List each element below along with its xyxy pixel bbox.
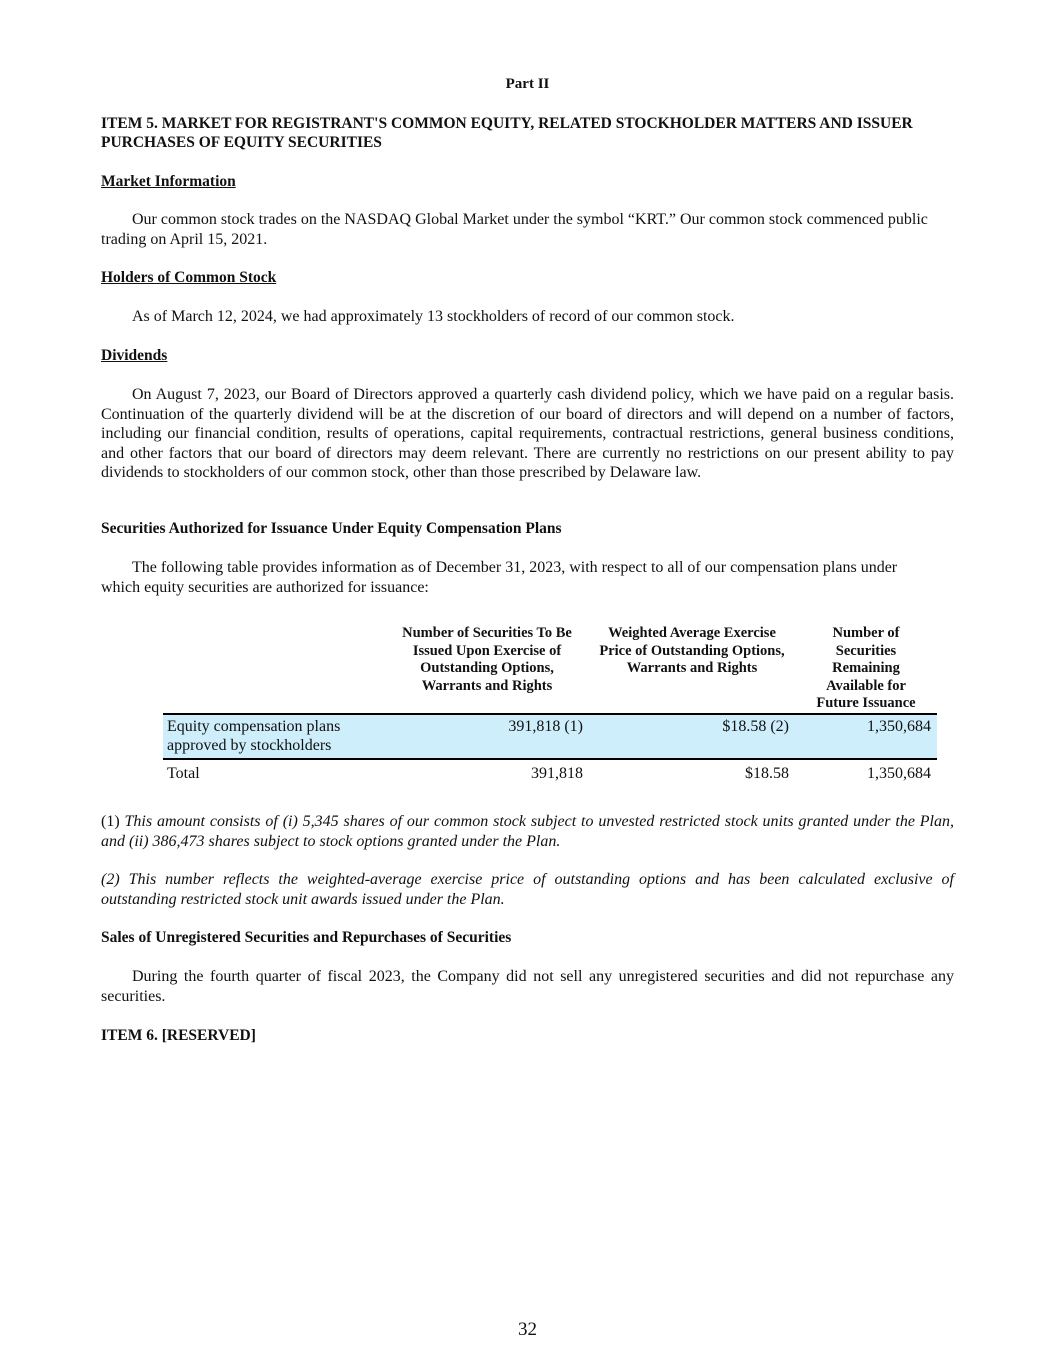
item5-title: ITEM 5. MARKET FOR REGISTRANT'S COMMON EQUITY, RELATED STOCKHOLDER MATTERS AND ISSUER PURCHASES OF EQUITY SECURITIES xyxy=(101,115,913,151)
table-header-weighted-average-price: Weighted Average Exercise Price of Outstanding Options, Warrants and Rights xyxy=(599,625,785,676)
equity-compensation-table xyxy=(163,625,937,785)
footnote-1-marker: (1) xyxy=(101,813,125,830)
sales-heading: Sales of Unregistered Securities and Repurchases of Securities xyxy=(101,929,512,946)
table-cell-total-weighted-average-price: $18.58 xyxy=(745,764,789,782)
table-cell-total-securities-to-be-issued: 391,818 xyxy=(531,764,583,782)
table-cell-securities-to-be-issued: 391,818 (1) xyxy=(385,714,589,759)
footnote-1-text: This amount consists of (i) 5,345 shares of our common stock subject to unvested restricted stock units granted under the Plan, and (ii) 386,473 shares subject to stock options granted under the Plan. xyxy=(101,813,955,850)
table-cell-total-securities-remaining: 1,350,684 xyxy=(867,764,931,782)
table-cell-weighted-average-price: $18.58 (2) xyxy=(589,714,795,759)
table-header-row xyxy=(163,625,937,714)
item6-title: ITEM 6. [RESERVED] xyxy=(101,1027,256,1044)
footnote-1 xyxy=(101,812,954,851)
table-row-total xyxy=(163,759,937,786)
securities-text: The following table provides information as of December 31, 2023, with respect to all of our compensation plans under which equity securities are authorized for issuance: xyxy=(101,559,898,596)
market-information-text: Our common stock trades on the NASDAQ Global Market under the symbol “KRT.” Our common stock commenced public trading on April 15, 2021. xyxy=(101,211,928,248)
table-cell-securities-remaining: 1,350,684 xyxy=(795,714,937,759)
page-number: 32 xyxy=(518,1319,537,1340)
sales-text: During the fourth quarter of fiscal 2023, the Company did not sell any unregistered securities and did not repurchase any securities. xyxy=(101,968,954,1005)
table-cell-total-label: Total xyxy=(167,764,200,782)
table-cell-plan-category: Equity compensation plans approved by stockholders xyxy=(163,714,385,759)
table-header-securities-remaining: Number of Securities Remaining Available for Future Issuance xyxy=(816,625,916,711)
holders-heading: Holders of Common Stock xyxy=(101,269,277,286)
part-heading: Part II xyxy=(505,76,550,92)
dividends-text: On August 7, 2023, our Board of Directors approved a quarterly cash dividend policy, which we have paid on a regular basis. Continuation of the quarterly dividend will be at the discretion of our board of directors and will depend on a number of factors, including our financial condition, results of operations, capital requirements, contractual restrictions, general business conditions, and other factors that our board of directors may deem relevant. There are currently no restrictions on our present ability to pay dividends to stockholders of our common stock, other than those prescribed by Delaware law. xyxy=(101,386,954,481)
market-information-heading: Market Information xyxy=(101,173,236,190)
holders-text: As of March 12, 2024, we had approximately 13 stockholders of record of our common stock. xyxy=(132,308,735,325)
dividends-heading: Dividends xyxy=(101,347,168,364)
table-header-blank xyxy=(163,625,385,714)
table-header-securities-to-be-issued: Number of Securities To Be Issued Upon Exercise of Outstanding Options, Warrants and Rights xyxy=(402,625,572,694)
footnote-2-text: (2) This number reflects the weighted-average exercise price of outstanding options and has been calculated exclusive of outstanding restricted stock unit awards issued under the Plan. xyxy=(101,871,954,908)
table-row xyxy=(163,714,937,759)
footnote-2 xyxy=(101,870,954,909)
securities-heading: Securities Authorized for Issuance Under Equity Compensation Plans xyxy=(101,520,562,537)
